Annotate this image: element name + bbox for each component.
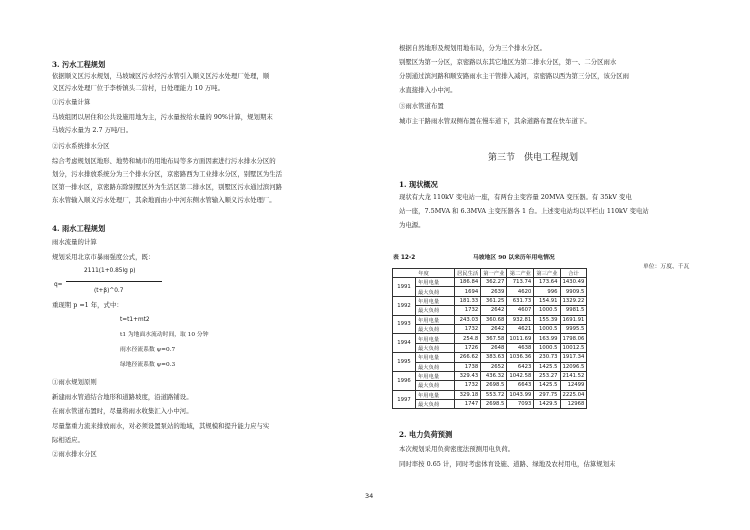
value-cell: 1036.36: [507, 353, 534, 362]
value-cell: 186.84: [455, 278, 481, 287]
value-cell: 4638: [507, 343, 534, 352]
value-cell: 329.18: [455, 390, 481, 399]
value-cell: 1691.91: [560, 315, 587, 324]
value-cell: 360.68: [481, 315, 507, 324]
metric-label-cell: 最大负荷: [416, 343, 455, 352]
value-cell: 1732: [455, 306, 481, 315]
value-cell: 2225.04: [560, 390, 587, 399]
value-cell: 1425.5: [534, 362, 560, 371]
value-cell: 2642: [481, 306, 507, 315]
header-tertiary: 第三产业: [534, 269, 560, 278]
value-cell: 1694: [455, 287, 481, 296]
table-row: [393, 306, 587, 315]
table-row: [393, 334, 587, 343]
year-cell: 1991: [393, 278, 416, 297]
value-cell: 1042.58: [507, 371, 534, 380]
metric-label-cell: 年用电量: [416, 390, 455, 399]
header-secondary: 第二产业: [507, 269, 534, 278]
value-cell: 6423: [507, 362, 534, 371]
value-cell: 10012.5: [560, 343, 587, 352]
value-cell: 2652: [481, 362, 507, 371]
page-number: 34: [365, 492, 374, 500]
subheading: ①污水量计算: [52, 98, 91, 106]
value-cell: 1726: [455, 343, 481, 352]
value-cell: 173.64: [534, 278, 560, 287]
paragraph-line: 分别通过滨河路和顺安路雨水主干管排入减河，京密路以西为第三分区，该分区雨: [399, 72, 630, 80]
metric-label-cell: 最大负荷: [416, 306, 455, 315]
formula-denominator: (t+β)^0.7: [94, 288, 124, 294]
table-row: [393, 400, 587, 409]
value-cell: 1000.5: [534, 324, 560, 333]
value-cell: 329.43: [455, 371, 481, 380]
formula-green-runoff: 绿地径流系数 ψ=0.3: [120, 362, 176, 368]
table-row: [393, 343, 587, 352]
paragraph-line: 尽量靠重力流来排放雨水，对必须设置泵站的地域，其规模和提升能力应与实: [52, 422, 270, 430]
heading-sewage-planning: 3. 污水工程规划: [52, 60, 106, 69]
paragraph-line: 别墅区为第一分区，京密路以东其它地区为第二排水分区，第一、二分区雨水: [399, 58, 617, 66]
value-cell: 243.03: [455, 315, 481, 324]
value-cell: 1738: [455, 362, 481, 371]
table-row: [393, 296, 587, 305]
paragraph-line: 现状有大龙 110kV 变电站一座，有两台主变容量 20MVA 变压器。有 35kV 变电: [399, 193, 632, 201]
value-cell: 631.73: [507, 296, 534, 305]
paragraph-line: 际相适应。: [52, 436, 84, 444]
metric-label-cell: 年用电量: [416, 315, 455, 324]
electricity-usage-table: [392, 268, 587, 409]
subheading: 雨水流量的计算: [52, 238, 97, 246]
metric-label-cell: 年用电量: [416, 334, 455, 343]
value-cell: 1000.5: [534, 306, 560, 315]
value-cell: 155.39: [534, 315, 560, 324]
value-cell: 4607: [507, 306, 534, 315]
table-caption: 马坡地区 90 以来历年用电情况: [473, 255, 555, 261]
paragraph-line: 综合考虑规划区地形、地势和城市的用地布局等多方面因素进行污水排水分区的: [52, 157, 276, 165]
metric-label-cell: 最大负荷: [416, 287, 455, 296]
value-cell: 9995.5: [560, 324, 587, 333]
metric-label-cell: 最大负荷: [416, 324, 455, 333]
section-title: 第三节 供电工程规划: [488, 153, 579, 163]
value-cell: 4620: [507, 287, 534, 296]
value-cell: 1011.69: [507, 334, 534, 343]
paragraph-line: 城市主干路雨水管双侧布置在慢车道下，其余道路布置在快车道下。: [399, 117, 591, 125]
formula-numerator: 2111(1+0.85lg p): [84, 268, 136, 274]
value-cell: 266.62: [455, 353, 481, 362]
subheading: ②雨水排水分区: [52, 450, 97, 458]
value-cell: 2698.5: [481, 381, 507, 390]
heading-current-status: 1. 现状概况: [399, 180, 438, 189]
value-cell: 163.99: [534, 334, 560, 343]
subheading: ①雨水规划原则: [52, 378, 97, 386]
value-cell: 2648: [481, 343, 507, 352]
heading-load-forecast: 2. 电力负荷预测: [399, 430, 453, 439]
metric-label-cell: 最大负荷: [416, 400, 455, 409]
paragraph-line: 依据顺义区污水规划，马坡城区污水经污水管引入顺义区污水处理厂处理，顺: [52, 72, 270, 80]
heading-rainwater-planning: 4. 雨水工程规划: [52, 224, 106, 233]
metric-label-cell: 年用电量: [416, 371, 455, 380]
value-cell: 553.72: [481, 390, 507, 399]
paragraph-line: 在雨水管道布置时，尽量将雨水收集汇入小中河。: [52, 407, 193, 415]
value-cell: 154.91: [534, 296, 560, 305]
table-row: [393, 362, 587, 371]
value-cell: 4621: [507, 324, 534, 333]
year-cell: 1996: [393, 371, 416, 390]
value-cell: 2698.5: [481, 400, 507, 409]
table-row: [393, 315, 587, 324]
value-cell: 1747: [455, 400, 481, 409]
value-cell: 1429.5: [534, 400, 560, 409]
value-cell: 230.73: [534, 353, 560, 362]
value-cell: 253.27: [534, 371, 560, 380]
value-cell: 1329.22: [560, 296, 587, 305]
value-cell: 1917.34: [560, 353, 587, 362]
value-cell: 362.27: [481, 278, 507, 287]
formula-t: t=t1+mt2: [120, 317, 150, 323]
value-cell: 996: [534, 287, 560, 296]
value-cell: 254.8: [455, 334, 481, 343]
formula-q: q=: [54, 282, 63, 288]
year-cell: 1992: [393, 296, 416, 315]
metric-label-cell: 年用电量: [416, 296, 455, 305]
value-cell: 9909.5: [560, 287, 587, 296]
header-total: 合计: [560, 269, 587, 278]
paragraph-line: 义区污水处理厂位于李桥镇头二营村，日处理能力 10 万吨。: [52, 84, 224, 92]
value-cell: 2141.52: [560, 371, 587, 380]
table-unit: 单位：万度、千瓦: [643, 264, 690, 270]
header-primary: 第一产业: [481, 269, 507, 278]
paragraph-line: 本次规划采用负荷密度法预测用电负荷。: [399, 445, 515, 453]
table-number: 表 12-2: [393, 255, 416, 261]
paragraph-line: 马坡污水量为 2.7 万吨/日。: [52, 126, 133, 134]
paragraph-line: 水直接排入小中河。: [399, 86, 457, 94]
paragraph-line: 同时率按 0.65 计，同时考虑体育设施、道路、绿地及农村用电，估算规划末: [399, 460, 616, 468]
header-residential: 居民生活: [455, 269, 481, 278]
table-header-row: [393, 269, 587, 278]
year-cell: 1997: [393, 390, 416, 409]
paragraph-line: 新建雨水管道结合地形和道路坡度，沿道路铺设。: [52, 393, 193, 401]
value-cell: 713.74: [507, 278, 534, 287]
paragraph-line: 规划采用北京市暴雨强度公式，既：: [52, 253, 155, 261]
paragraph-line: 区第一排水区，京密路东除别墅区外为生活区第二排水区，别墅区污水通过滨河路: [52, 183, 283, 191]
metric-label-cell: 年用电量: [416, 353, 455, 362]
table-row: [393, 324, 587, 333]
value-cell: 6643: [507, 381, 534, 390]
paragraph-line: 根据自然地形及规划用地布局，分为三个排水分区。: [399, 44, 546, 52]
metric-label-cell: 年用电量: [416, 278, 455, 287]
value-cell: 9981.5: [560, 306, 587, 315]
table-row: [393, 287, 587, 296]
value-cell: 1000.5: [534, 343, 560, 352]
table-row: [393, 390, 587, 399]
right-column: [375, 0, 750, 530]
paragraph-line: 划分，污水排放系统分为三个排水分区，京密路西为工业排水分区，别墅区为生活: [52, 170, 283, 178]
value-cell: 1043.99: [507, 390, 534, 399]
metric-label-cell: 最大负荷: [416, 362, 455, 371]
value-cell: 12096.5: [560, 362, 587, 371]
year-cell: 1993: [393, 315, 416, 334]
value-cell: 1732: [455, 324, 481, 333]
value-cell: 7093: [507, 400, 534, 409]
table-row: [393, 278, 587, 287]
formula-fraction-line: [66, 281, 162, 282]
paragraph-line: 马坡组团以居住和公共设施用地为主，污水量按给水量的 90%计算，规划期末: [52, 113, 273, 121]
value-cell: 12968: [560, 400, 587, 409]
paragraph-line: 东水管输入顺义污水处理厂，其余地面由小中河东侧水管输入顺义污水处理厂。: [52, 196, 276, 204]
paragraph-line: 站一座，7.5MVA 和 6.3MVA 主变压器各 1 台。上述变电站均以平栏山 110kV 变电站: [399, 207, 649, 215]
paragraph-line: 重现期 p =1 年，式中：: [52, 301, 123, 309]
table-body: [393, 278, 587, 409]
value-cell: 1430.49: [560, 278, 587, 287]
metric-label-cell: 最大负荷: [416, 381, 455, 390]
subheading: ③雨水管道布置: [399, 102, 444, 110]
value-cell: 932.81: [507, 315, 534, 324]
value-cell: 436.32: [481, 371, 507, 380]
value-cell: 181.33: [455, 296, 481, 305]
value-cell: 12499: [560, 381, 587, 390]
table-row: [393, 381, 587, 390]
formula-t1: t1 为地面水流动时间，取 10 分钟: [120, 332, 209, 338]
header-year: 年度: [393, 269, 455, 278]
value-cell: 1798.06: [560, 334, 587, 343]
formula-runoff: 雨水径流系数 ψ=0.7: [120, 347, 176, 353]
paragraph-line: 为电源。: [399, 221, 425, 229]
table-row: [393, 353, 587, 362]
value-cell: 2639: [481, 287, 507, 296]
value-cell: 1425.5: [534, 381, 560, 390]
year-cell: 1994: [393, 334, 416, 353]
value-cell: 383.63: [481, 353, 507, 362]
value-cell: 1732: [455, 381, 481, 390]
year-cell: 1995: [393, 353, 416, 372]
value-cell: 361.25: [481, 296, 507, 305]
value-cell: 2642: [481, 324, 507, 333]
table-row: [393, 371, 587, 380]
value-cell: 367.58: [481, 334, 507, 343]
value-cell: 297.75: [534, 390, 560, 399]
subheading: ②污水系统排水分区: [52, 142, 110, 150]
